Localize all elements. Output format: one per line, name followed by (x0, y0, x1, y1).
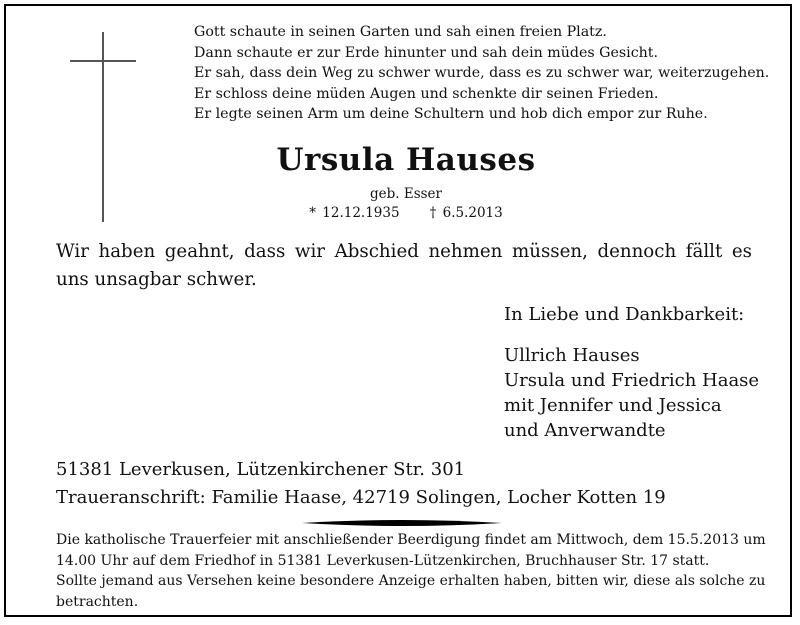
signoff-name: und Anverwandte (504, 420, 666, 441)
poem-line: Er legte seinen Arm um deine Schultern und hob dich empor zur Ruhe. (194, 106, 708, 123)
poem-line: Gott schaute in seinen Garten und sah einen freien Platz. (194, 24, 607, 40)
poem-line: Er schloss deine müden Augen und schenkte dir seinen Frieden. (194, 85, 659, 102)
funeral-info (56, 530, 766, 612)
signoff-name: Ullrich Hauses (504, 345, 640, 366)
maiden-name: geb. Esser (369, 186, 442, 202)
main-text: Wir haben geahnt, dass wir Abschied nehmen müssen, dennoch fällt es uns unsagbar schwer. (56, 241, 752, 290)
poem-line: Dann schaute er zur Erde hinunter und sah dein müdes Gesicht. (194, 44, 658, 61)
signoff-name: Ursula und Friedrich Haase (504, 370, 760, 391)
poem (194, 22, 774, 125)
home-address: 51381 Leverkusen, Lützenkirchener Str. 301 (56, 459, 466, 480)
footer-line: Sollte jemand aus Versehen keine besondere Anzeige erhalten haben, bitten wir, diese als solche zu (56, 573, 766, 589)
life-dates (6, 205, 800, 221)
birth-date: * 12.12.1935 (309, 205, 400, 221)
signoff (504, 302, 759, 443)
poem-line: Er sah, dass dein Weg zu schwer wurde, dass es zu schwer war, weiterzugehen. (194, 65, 770, 82)
address-block (56, 456, 666, 512)
death-date: † 6.5.2013 (429, 205, 503, 221)
footer-line: 14.00 Uhr auf dem Friedhof in 51381 Leverkusen-Lützenkirchen, Bruchhauser Str. 17 statt. (56, 552, 710, 569)
obituary-notice (4, 4, 792, 617)
deceased-name: Ursula Hauses (276, 142, 536, 178)
signoff-name: mit Jennifer und Jessica (504, 395, 722, 416)
mourning-address: Traueranschrift: Familie Haase, 42719 Solingen, Locher Kotten 19 (56, 487, 666, 508)
cross-icon-bar (70, 60, 136, 62)
divider-ornament (302, 518, 502, 528)
footer-line: Die katholische Trauerfeier mit anschließender Beerdigung findet am Mittwoch, dem 15.5.2013 um (56, 532, 766, 548)
signoff-heading: In Liebe und Dankbarkeit: (504, 304, 745, 325)
footer-line: betrachten. (56, 593, 139, 610)
